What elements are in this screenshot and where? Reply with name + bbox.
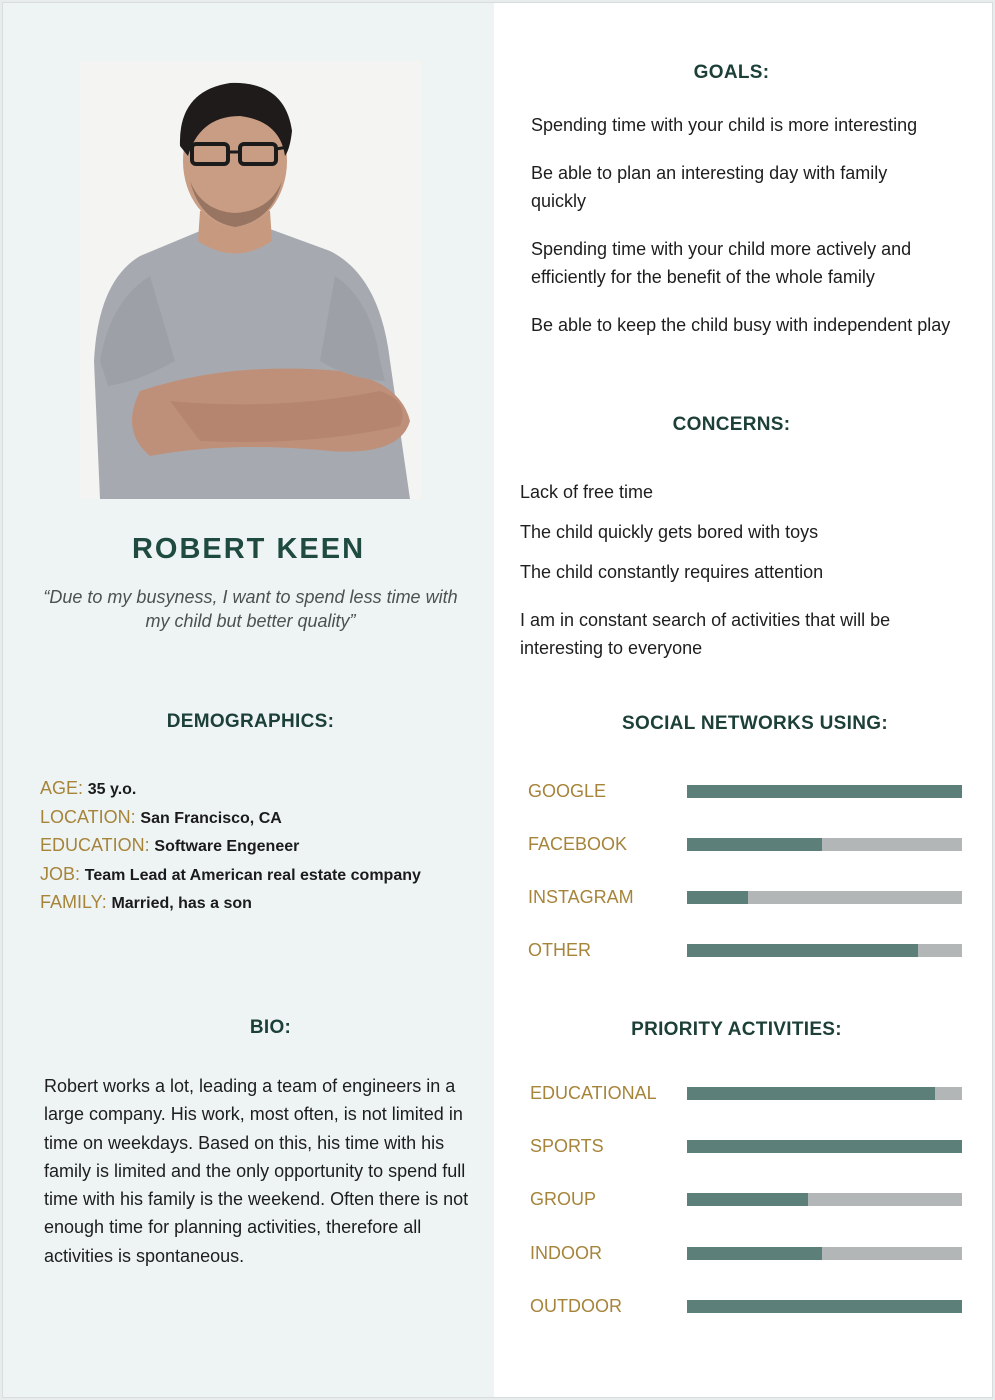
bar-track bbox=[687, 1247, 962, 1260]
demographics-row-education bbox=[40, 831, 480, 860]
bar-fill bbox=[687, 838, 822, 851]
bar-fill bbox=[687, 1247, 822, 1260]
social-bar-instagram bbox=[528, 887, 962, 907]
bar-track bbox=[687, 1087, 962, 1100]
bar-track bbox=[687, 1140, 962, 1153]
demographics-value: Software Engeneer bbox=[154, 838, 300, 855]
bar-fill bbox=[687, 1300, 962, 1313]
goal-item: Be able to keep the child busy with independent play bbox=[531, 314, 951, 335]
concern-item: I am in constant search of activities that will be interesting to everyone bbox=[520, 610, 891, 658]
bar-label: EDUCATIONAL bbox=[530, 1083, 657, 1103]
goals-title: GOALS: bbox=[693, 62, 770, 83]
bar-track bbox=[687, 785, 962, 798]
goals-list bbox=[531, 111, 971, 339]
bar-label: FACEBOOK bbox=[528, 834, 628, 854]
bar-fill bbox=[687, 1087, 935, 1100]
goal-item: Spending time with your child more actively and efficiently for the benefit of the whole family bbox=[531, 238, 912, 287]
priority-bar-indoor bbox=[530, 1243, 962, 1263]
bar-fill bbox=[687, 785, 962, 798]
left-panel bbox=[3, 3, 494, 1398]
bar-fill bbox=[687, 1193, 808, 1206]
concern-item: Lack of free time bbox=[520, 482, 654, 502]
concerns-list bbox=[520, 478, 960, 662]
priority-bar-group bbox=[530, 1189, 962, 1209]
demographics-row-job bbox=[40, 860, 480, 889]
priority-bar-sports bbox=[530, 1136, 962, 1156]
demographics-row-age bbox=[40, 774, 480, 803]
persona-page bbox=[2, 2, 993, 1398]
demographics-value: Team Lead at American real estate company bbox=[84, 866, 421, 884]
persona-name: ROBERT KEEN bbox=[131, 533, 366, 565]
bio-title: BIO: bbox=[249, 1017, 292, 1038]
social-bar-other bbox=[528, 940, 962, 960]
demographics-row-location bbox=[40, 803, 480, 832]
demographics-value: San Francisco, CA bbox=[140, 809, 282, 827]
demographics-key: AGE: bbox=[40, 778, 84, 798]
goal-item: Spending time with your child is more interesting bbox=[531, 115, 918, 135]
persona-quote: “Due to my busyness, I want to spend less time with my child but better quality” bbox=[43, 587, 458, 631]
demographics-list bbox=[40, 774, 480, 917]
bar-track bbox=[687, 1300, 962, 1313]
demographics-key: LOCATION: bbox=[40, 806, 136, 827]
demographics-value: Married, has a son bbox=[111, 895, 252, 912]
bar-label: INDOOR bbox=[530, 1243, 602, 1263]
social-title: SOCIAL NETWORKS USING: bbox=[622, 713, 888, 734]
bar-label: OTHER bbox=[528, 940, 591, 960]
priority-bar-outdoor bbox=[530, 1296, 962, 1316]
demographics-key: FAMILY: bbox=[40, 892, 107, 912]
priority-title: PRIORITY ACTIVITIES: bbox=[631, 1019, 842, 1040]
bar-fill bbox=[687, 944, 918, 957]
bar-fill bbox=[687, 891, 748, 904]
goal-item: Be able to plan an interesting day with family quickly bbox=[531, 162, 888, 211]
concerns-title: CONCERNS: bbox=[672, 414, 791, 435]
bio-text: Robert works a lot, leading a team of engineers in a large company. His work, most often, is not limited in time on weekdays. Based on this, his time with his family is limited and the only opportunity to spend full time with his family is the weekend. Often there is not enough time for planning activities, therefore all activities is spontaneous. bbox=[44, 1076, 469, 1266]
demographics-row-family bbox=[40, 888, 480, 917]
concern-item: The child quickly gets bored with toys bbox=[520, 522, 819, 542]
bar-label: OUTDOOR bbox=[530, 1296, 622, 1316]
concern-item: The child constantly requires attention bbox=[520, 562, 824, 582]
bar-track bbox=[687, 1193, 962, 1206]
demographics-title: DEMOGRAPHICS: bbox=[166, 711, 335, 732]
demographics-key: EDUCATION: bbox=[40, 835, 150, 855]
bar-label: GOOGLE bbox=[528, 781, 607, 801]
bar-fill bbox=[687, 1140, 962, 1153]
bar-track bbox=[687, 838, 962, 851]
bar-label: SPORTS bbox=[530, 1136, 604, 1156]
bar-track bbox=[687, 891, 962, 904]
bar-track bbox=[687, 944, 962, 957]
social-bar-facebook bbox=[528, 834, 962, 854]
persona-photo bbox=[80, 61, 421, 499]
social-bar-google bbox=[528, 781, 962, 801]
priority-bar-educational bbox=[530, 1083, 962, 1103]
demographics-value: 35 y.o. bbox=[87, 781, 137, 798]
demographics-key: JOB: bbox=[40, 863, 81, 884]
bar-label: GROUP bbox=[530, 1189, 597, 1209]
bar-label: INSTAGRAM bbox=[528, 887, 634, 907]
